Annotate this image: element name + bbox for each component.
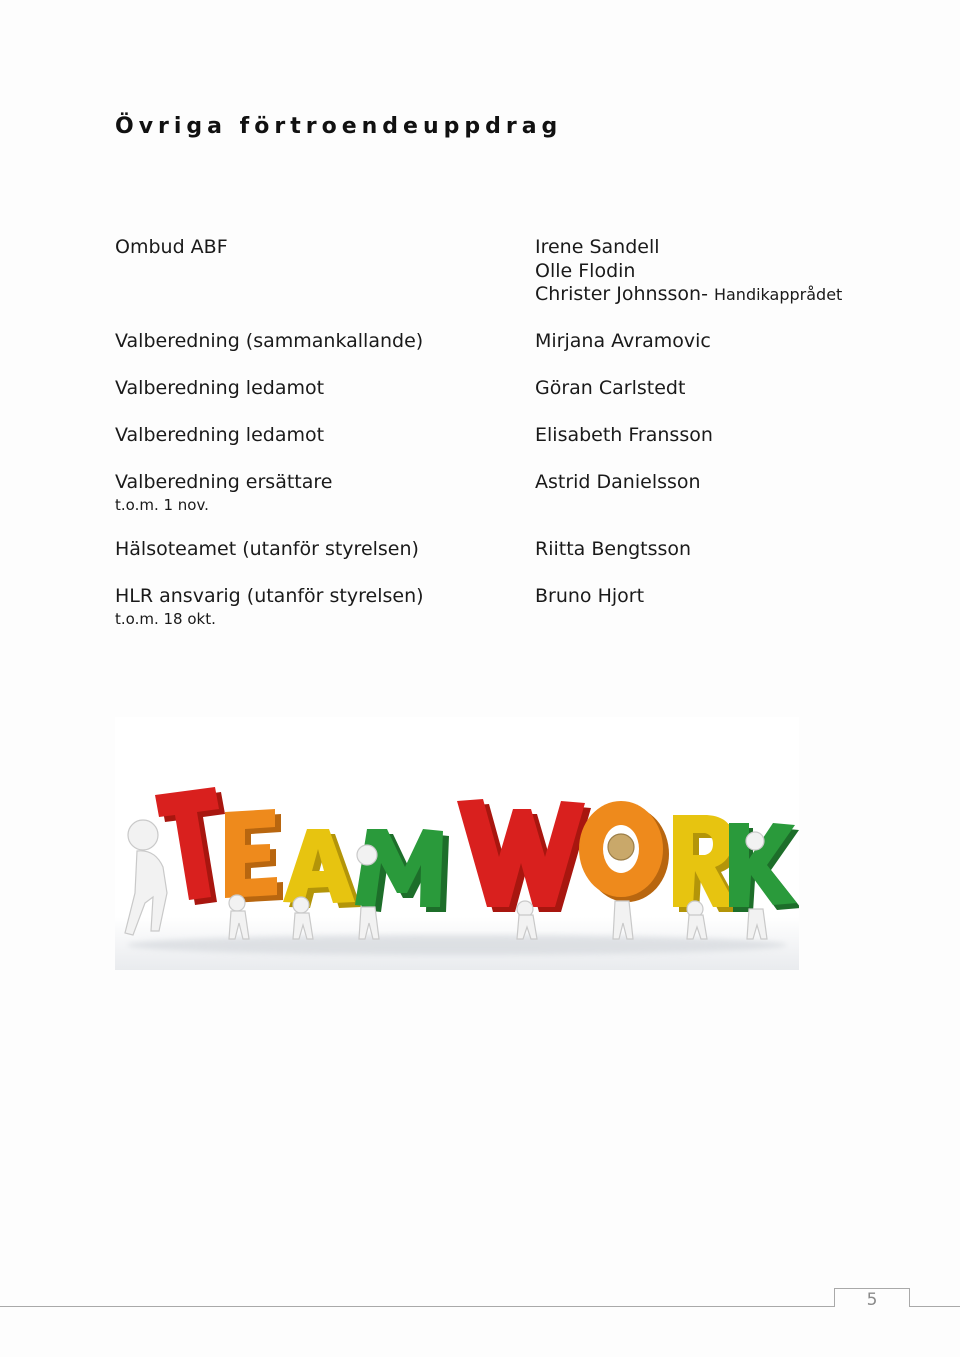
word-work: WORK (465, 897, 469, 898)
person-name: Christer Johnsson- (535, 283, 708, 305)
person-name: Bruno Hjort (535, 585, 645, 607)
person-name: Göran Carlstedt (535, 377, 686, 399)
page-title: Övriga förtroendeuppdrag (115, 114, 563, 139)
role-label: Valberedning ledamot (115, 377, 325, 399)
role-label (115, 471, 332, 515)
role-label (115, 585, 424, 629)
role-label: Hälsoteamet (utanför styrelsen) (115, 538, 419, 560)
role-label: Valberedning ledamot (115, 424, 325, 446)
teamwork-illustration (115, 717, 799, 970)
footer-rule (0, 1306, 834, 1307)
name-note: Handikapprådet (713, 285, 843, 304)
role-label: Valberedning (sammankallande) (115, 330, 424, 352)
person-name: Irene Sandell (535, 236, 660, 258)
name-list (535, 236, 842, 307)
letter-e (225, 809, 283, 903)
footer-rule (910, 1306, 960, 1307)
role-label: Ombud ABF (115, 236, 228, 258)
person-name: Olle Flodin (535, 259, 636, 282)
role-text: Valberedning ersättare (115, 471, 333, 493)
role-note: t.o.m. 1 nov. (115, 495, 209, 514)
person-name: Astrid Danielsson (535, 471, 701, 493)
page-number: 5 (866, 1290, 878, 1310)
person-name: Riitta Bengtsson (535, 538, 692, 560)
person-name: Mirjana Avramovic (535, 330, 711, 352)
person-name: Elisabeth Fransson (535, 424, 713, 446)
role-note: t.o.m. 18 okt. (115, 609, 216, 628)
role-text: HLR ansvarig (utanför styrelsen) (115, 585, 424, 607)
